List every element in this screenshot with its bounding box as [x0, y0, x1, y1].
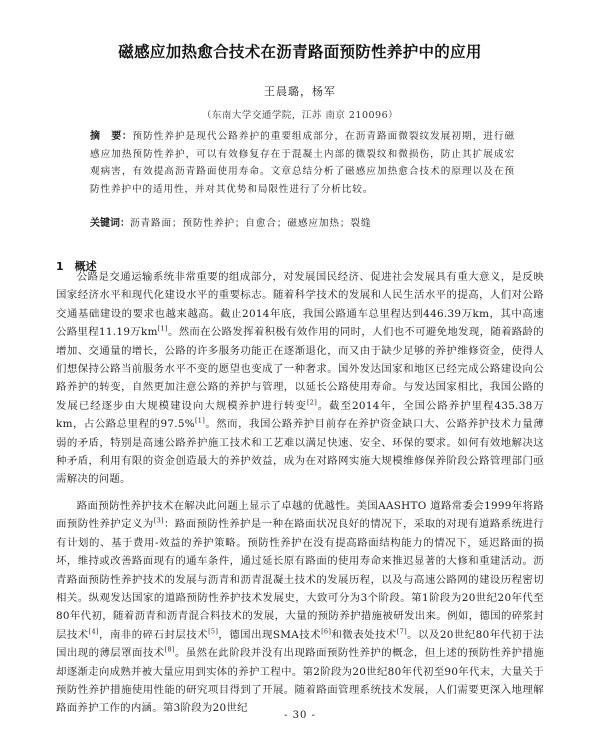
abstract-text: 预防性养护是现代公路养护的重要组成部分，在沥青路面微裂纹发展初期，进行磁感应加热预防性养护，可以有效修复存在于混凝土内部的微裂纹和微损伤，防止其扩展成宏观病害，有效提高沥青路面使用寿命。文章总结分析了磁感应加热愈合技术的原理以及在预防性养护中的适用性，并对其优势和局限性进行了分析比较。 — [90, 131, 516, 195]
citation-ref: [1] — [194, 416, 206, 425]
citation-ref: [8] — [164, 645, 175, 654]
p2-text-2: ：路面预防性养护是一种在路面状况良好的情况下，采取的对现有道路系统进行有计划的、基于费用-效益的养护策略。预防性养护在没有提高路面结构能力的情况下，延迟路面的损坏，维持或改善路面现有的通车条件，通过延长原有路面的使用寿命来推迟显著的大修和重建活动。沥青路面预防性养护技术的发展与沥青和沥青混凝土技术的发展历程，以及与高速公路网的建设历程密切相关。纵观发达国家的道路预防性养护技术发展史，大致可分为3个阶段。第1阶段为20世纪20年代至80年代初，随着沥青和沥青混合料技术的发展，大量的预防养护措施被研发出来。例如，德国的碎浆封层技术 — [56, 518, 544, 641]
author-affiliation: （东南大学交通学院，江苏 南京 210096） — [201, 110, 399, 121]
p1-text-1: 公路是交通运输系统非常重要的组成部分，对发展国民经济、促进社会发展具有重大意义，是反映国家经济水平和现代化建设水平的重要标志。随着科学技术的发展和人民生活水平的提高，人们对公路交通基础建设的要求也越来越高。截止2014年底，我国公路通车总里程达到446.39万km，其中高速公路里程11.19万km — [56, 271, 544, 339]
p2-text-5: 和微表处技术 — [331, 628, 397, 641]
keywords — [90, 214, 515, 229]
page-number: - 30 - — [284, 710, 316, 721]
citation-ref: [5] — [208, 627, 219, 636]
citation-ref: [1] — [157, 324, 168, 333]
p2-text-1: 路面预防性养护技术在解决此问题上显示了卓越的优越性。美国AASHTO 道路常委会1999年将路面预防性养护定义为 — [56, 500, 544, 531]
citation-ref: [6] — [321, 627, 332, 636]
citation-ref: [4] — [88, 627, 99, 636]
citation-ref: [3] — [153, 516, 164, 525]
p1-text-2: 。然而在公路发挥着积极有效作用的同时，人们也不可避免地发现，随着路龄的增加、交通量的增长，公路的许多服务功能正在逐渐退化，而又由于缺少足够的养护维修资金，使得人们想保持公路当前服务水平不变的愿望也变成了一种奢求。国外发达国家和地区已经完成公路建设向公路养护的转变，自然更加注意公路的养护与管理，以延长公路使用寿命。与发达国家相比，我国公路的发展已经逐步由大规模建设向大规模养护进行转变 — [56, 326, 544, 412]
p2-text-3: ，南非的碎石封层技术 — [98, 628, 209, 641]
paper-authors: 王晨璐，杨军 — [264, 85, 336, 98]
p2-text-4: ，德国出现SMA技术 — [218, 628, 322, 641]
citation-ref: [7] — [396, 627, 407, 636]
p2-text-6: 。以及20世纪80年代初于法国出现的薄层罩面技术 — [56, 628, 545, 660]
p1-text-4: 。然而，我国公路养护目前存在养护资金缺口大、公路养护技术力量薄弱的矛盾，特别是高速公路养护施工技术和工艺难以满足快速、安全、环保的要求。如何有效地解决这种矛盾，利用有限的资金创造最大的养护效益，成为在对路网实施大规模维修保养阶段公路管理部门亟需解决的问题。 — [56, 418, 544, 486]
keywords-text: 沥青路面；预防性养护；自愈合；磁感应加热；裂缝 — [130, 218, 372, 229]
citation-ref: [2] — [306, 398, 318, 407]
body-paragraph-1 — [56, 268, 544, 489]
paper-title: 磁感应加热愈合技术在沥青路面预防性养护中的应用 — [118, 43, 482, 61]
p1-text-3: 。截至2014年，全国公路养护里程435.38万km，占公路总里程的97.5% — [56, 399, 544, 431]
abstract — [90, 128, 515, 198]
section-heading: 1 概述 — [56, 260, 97, 273]
abstract-label: 摘 要： — [90, 131, 133, 142]
keywords-label: 关键词： — [90, 218, 130, 229]
p2-text-7: 。虽然在此阶段并没有出现路面预防性养护的概念，但上述的预防性养护措施却逐渐走向成熟并被大量应用到实体的养护工程中。第2阶段为20世纪80年代初至90年代末，大量关于预防性养护措施使用性能的研究项目得到了开展。随着路面管理系统技术发展，人们需要更深入地理解路面养护工作的内涵。第3阶段为20世纪 — [56, 647, 545, 715]
body-paragraph-2 — [56, 497, 544, 718]
